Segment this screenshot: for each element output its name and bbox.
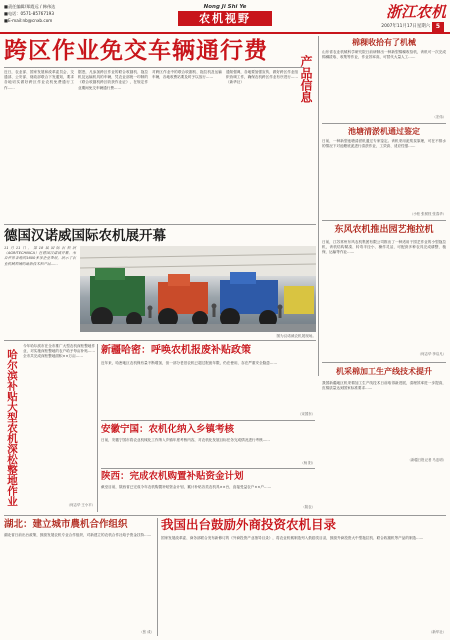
harbin-byline: （何志华 王小平） (66, 503, 95, 507)
anhui-top-rule (101, 420, 315, 421)
xinjiang-body: 近年来，哈密地区农机保有量不断增加，但一部分老旧农机已超过报废年限，仍在使用，存在严重安全隐患…… (101, 361, 278, 365)
brief-divider-2 (322, 220, 446, 221)
anhui-byline: （杨 阳） (300, 461, 315, 465)
brief-3-body: 日前，江苏常州东风农机集团有限公司推出了一种适用于园艺作业的小型拖拉机，该机结构紧凑、转弯半径小、操作灵活，可配套多种农具完成耕整、植保、运输等作业…… (322, 240, 446, 255)
expo-top-rule (4, 224, 316, 225)
brief-1-body: 山东省农业机械科学研究院日前研制出一种新型棉稞收拾机，该机可一次完成棉稞拔取、收集等作业，作业效率高，可替代大量人工…… (322, 50, 446, 60)
foreign-investment-byline: （新华社） (429, 630, 446, 634)
xinjiang-byline: （宋国东） (298, 412, 315, 416)
lead-divider (4, 67, 304, 68)
brief-2-title: 池塘清淤机通过鉴定 (348, 127, 420, 136)
expo-photo (80, 246, 316, 332)
date-line: 2007年11月17日星期六 (381, 24, 430, 29)
contact-phone: ■电话：0571-85767193 (4, 10, 55, 16)
anhui-headline: 安徽宁国：农机化纳入乡镇考核 (101, 424, 235, 435)
harbin-col-border (97, 344, 98, 512)
masthead (0, 0, 450, 33)
brief-divider-1 (322, 123, 446, 124)
page-number-badge: 5 (432, 22, 444, 32)
foreign-investment-body: 国家发展改革委、商务部联合发布新修订的《外商投资产业指导目录》，将农业机械制造列入鼓励类目录，鼓励外商投资大中型拖拉机、联合收割机等产品的制造…… (161, 536, 424, 540)
anhui-body: 日前，安徽宁国市将农业机械化工作纳入乡镇年度考核内容，对农机化发展目标任务完成情况进行考核…… (101, 438, 270, 442)
brief-1-byline: （宏伟） (432, 115, 446, 119)
lead-headline: 跨区作业免交车辆通行费 (4, 37, 268, 64)
paper-name: 浙江农机 (385, 3, 446, 21)
shaanxi-top-rule (101, 468, 315, 469)
right-column-border (318, 36, 319, 376)
contact-editor: ■责任编辑/郑霞远 / 韩伟达 (4, 4, 56, 9)
hubei-body: 湖北省日前出台政策，鼓励发展农机专业合作组织，对新建立的农机合作社给予资金扶持…… (4, 533, 152, 537)
contact-email: ■E-mail:nb@cnxb.com (4, 17, 53, 23)
masthead-contacts (4, 4, 114, 28)
xinjiang-headline: 新疆哈密：呼唤农机报废补贴政策 (101, 345, 251, 356)
hubei-byline: （张 成） (139, 630, 154, 634)
brief-2-body: 日前，一种新型池塘清淤机通过专家鉴定。该机采用泥浆泵原理，可在不排水的情况下对池塘底泥进行清淤作业，工效高、适应性强…… (322, 139, 446, 149)
expo-caption: 图为汉诺威农机展现场。 (276, 334, 316, 338)
brief-1-title: 棉稞收拾有了机械 (352, 38, 416, 47)
lead-col-4: 通知强调，各地要加强宣传，做好跨区作业组织协调工作，确保农机跨区作业有序进行……（新华社） (226, 70, 298, 85)
brief-3-byline: （何志华 李启凡） (417, 352, 446, 356)
foreign-investment-headline: 我国出台鼓励外商投资农机目录 (161, 517, 337, 532)
expo-intro: 11月11日，第18届国际农机展（AGRITECHNICA）在德国汉诺威开幕，来自世界各地的1600多家企业参展，展示了农业机械领域的最新技术和产品…… (4, 246, 76, 266)
brief-4-title: 机采棉加工生产线技术提升 (336, 367, 432, 376)
shaanxi-byline: （陕农） (301, 505, 315, 509)
product-info-label: 产品信息 (299, 55, 313, 103)
brief-divider-3 (322, 362, 446, 363)
brief-2-byline: （小松 张树枝 张春华） (409, 212, 446, 216)
lower-top-rule (4, 340, 316, 341)
bottom-band-rule (4, 515, 446, 516)
hubei-headline: 湖北：建立城市農机合作组织 (4, 519, 128, 530)
masthead-pinyin: Nong Ji Shi Ye (203, 4, 247, 10)
brief-3-title: 东风农机推出园艺拖拉机 (334, 225, 434, 235)
expo-headline: 德国汉诺威国际农机展开幕 (4, 228, 166, 244)
brief-4-body: 我国新疆地区机采棉加工生产线技术日前取得新进展，清理效率进一步提高，皮棉质量达到国家标准要求…… (322, 381, 446, 391)
shaanxi-body: 截至目前，陕西省已完成今年农机购置补贴资金计划，累计补贴各类农机具××台，直接受益农户××户…… (101, 485, 272, 489)
lead-col-2: 据悉，凡参加跨区作业的联合收割机、拖拉机及运输机具的车辆，凭农业部统一印制的《联合收割机跨区收获作业证》，在规定作业期间免交车辆通行费…… (78, 70, 148, 90)
masthead-rule (0, 32, 450, 34)
brief-4-byline: （新疆日报记者 马忠明） (407, 458, 446, 462)
expo-photo-illustration (80, 246, 316, 332)
harbin-vertical-headline: 哈尔滨补贴大型农机深松整地作业 (6, 349, 18, 507)
harbin-body: 今年哈尔滨市在全市推广大型农机深松整地作业，对实施深松整地的农户给予每亩补贴……全市共完成深松整地面积××万亩…… (23, 344, 95, 359)
shaanxi-headline: 陕西：完成农机购置补贴资金计划 (101, 471, 244, 482)
lead-col-1: 近日，农业部、国家发展和改革委员会、交通部、公安部、财政部联合下发通知，要求各地切实做好跨区作业农机免费通行工作…… (4, 70, 74, 90)
section-title: 农机视野 (178, 11, 272, 26)
lead-col-3: 对跨区作业中的联合收割机、拖拉机及运输车辆，各地收费站要及时予以放行…… (152, 70, 222, 80)
hubei-col-border (157, 518, 158, 636)
